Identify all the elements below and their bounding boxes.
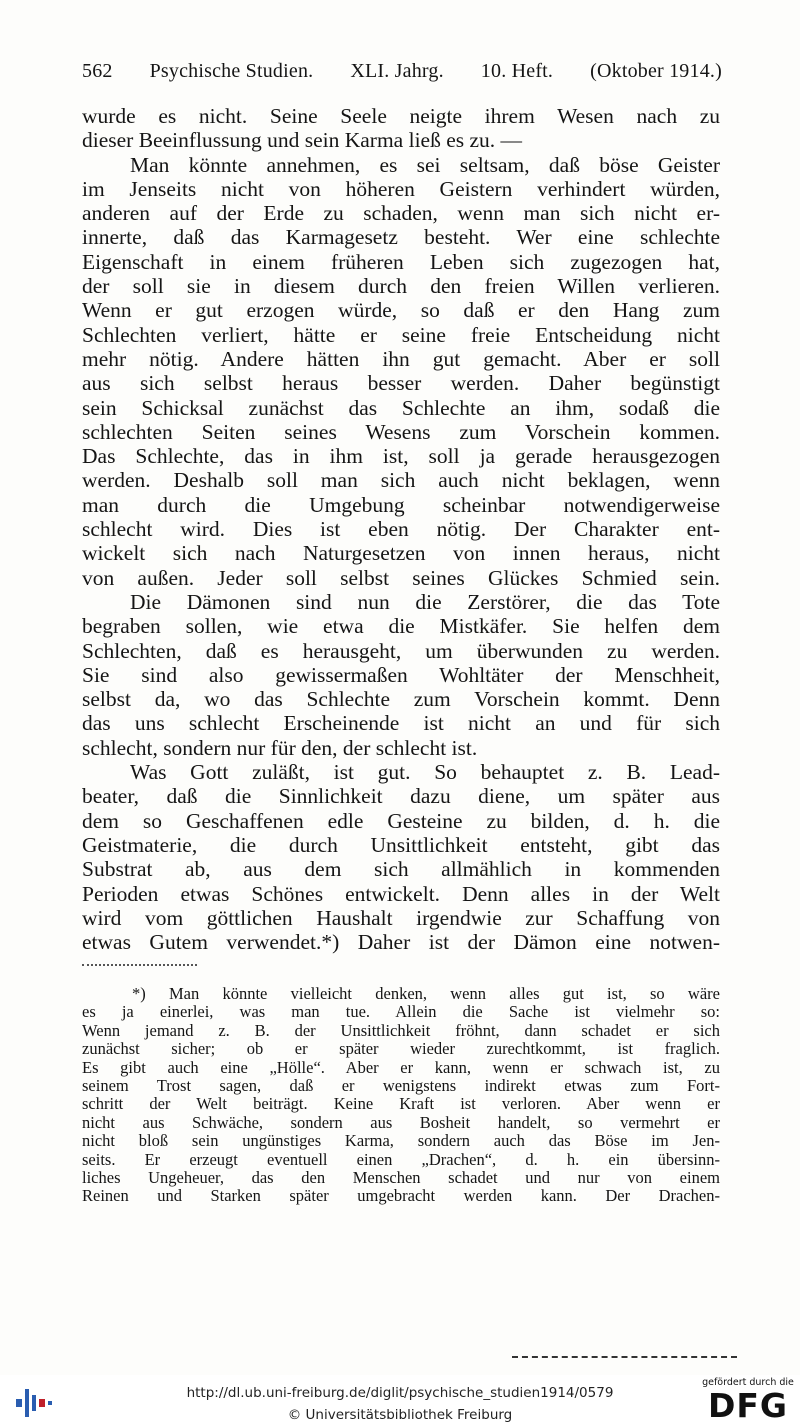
text-line: Man könnte annehmen, es sei seltsam, daß böse Geister [130, 152, 720, 177]
permalink-url[interactable]: http://dl.ub.uni-freiburg.de/diglit/psychische_studien1914/0579 [186, 1385, 614, 1401]
footnote-line: Wenn jemand z. B. der Unsittlichkeit fröhnt, dann schadet er sich [82, 1020, 720, 1040]
text-line: schlecht, sondern nur für den, der schlecht ist. [82, 735, 478, 760]
text-line: beater, daß die Sinnlichkeit dazu diene, um später aus [82, 784, 720, 809]
text-line: Wenn er gut erzogen würde, so daß er den Hang zum [82, 298, 720, 323]
text-line: Substrat ab, aus dem sich allmählich in kommenden [82, 857, 720, 882]
footnote-line: Reinen und Starken später umgebracht werden kann. Der Drachen- [82, 1186, 720, 1206]
text-line: wickelt sich nach Naturgesetzen von innen heraus, nicht [82, 541, 720, 566]
footnote-line: *) Man könnte vielleicht denken, wenn alles gut ist, so wäre [132, 984, 720, 1003]
dfg-logo: DFG [707, 1386, 789, 1425]
viewer-footer [0, 1375, 800, 1428]
text-line: das uns schlecht Erscheinende ist nicht an und für sich [82, 711, 720, 736]
footnote-line: liches Ungeheuer, das den Menschen schadet und nur von einem [82, 1168, 720, 1188]
volume: XLI. Jahrg. [350, 60, 444, 82]
text-line: Sie sind also gewissermaßen Wohltäter der Menschheit, [82, 662, 720, 687]
text-line: wurde es nicht. Seine Seele neigte ihrem Wesen nach zu [82, 104, 720, 128]
text-line: Perioden etwas Schönes entwickelt. Denn alles in der Welt [82, 881, 720, 906]
text-line: schlecht wird. Dies ist eben nötig. Der Charakter ent- [82, 517, 720, 542]
journal-title: Psychische Studien. [149, 60, 314, 82]
text-line: von außen. Jeder soll selbst seines Glückes Schmied sein. [82, 565, 720, 590]
text-line: innerte, daß das Karmagesetz besteht. Wer eine schlechte [82, 225, 720, 250]
footnote-line: zunächst sicher; ob er später wieder zurechtkommt, ist fraglich. [82, 1039, 720, 1059]
text-line: man durch die Umgebung scheinbar notwendigerweise [82, 492, 720, 517]
footnote-divider [82, 964, 197, 966]
text-line: wird vom göttlichen Haushalt irgendwie zur Schaffung von [82, 905, 720, 930]
body-text [82, 104, 720, 954]
issue-date: (Oktober 1914.) [590, 60, 722, 82]
text-line: aus sich selbst heraus besser werden. Daher begünstigt [82, 371, 720, 396]
text-line: Schlechten verliert, hätte er seine freie Entscheidung nicht [82, 322, 720, 347]
text-line: der soll sie in diesem durch den freien Willen verlieren. [82, 274, 720, 299]
footnote-line: seinem Trost sagen, daß er wenigstens indirekt etwas zum Fort- [82, 1076, 720, 1096]
copyright-notice: © Universitätsbibliothek Freiburg [287, 1407, 513, 1423]
footnote [82, 985, 720, 1206]
text-line: Die Dämonen sind nun die Zerstörer, die das Tote [130, 589, 720, 614]
text-line: Was Gott zuläßt, ist gut. So behauptet z. B. Lead- [130, 760, 720, 785]
footnote-line: es ja einerlei, was man tue. Allein die Sache ist vielmehr so: [82, 1002, 720, 1022]
footnote-line: nicht aus Schwäche, sondern aus Bosheit handelt, so vermehrt er [82, 1112, 720, 1132]
text-line: im Jenseits nicht von höheren Geistern verhindert würden, [82, 176, 720, 201]
text-line: dieser Beeinflussung und sein Karma ließ es zu. — [82, 128, 523, 153]
ub-freiburg-logo-icon [14, 1383, 54, 1423]
text-line: Eigenschaft in einem früheren Leben sich zugezogen hat, [82, 249, 720, 274]
text-line: Schlechten, daß es herausgeht, um überwunden zu werden. [82, 638, 720, 663]
footnote-line: Es gibt auch eine „Hölle“. Aber er kann, wenn er schwach ist, zu [82, 1057, 720, 1077]
text-line: sein Schicksal zunächst das Schlechte an ihm, sodaß die [82, 395, 720, 420]
scan-artifact-dashes [512, 1356, 737, 1358]
text-line: anderen auf der Erde zu schaden, wenn man sich nicht er- [82, 201, 720, 226]
text-line: begraben sollen, wie etwa die Mistkäfer. Sie helfen dem [82, 614, 720, 639]
text-line: Das Schlechte, das in ihm ist, soll ja gerade herausgezogen [82, 444, 720, 469]
text-line: schlechten Seiten seines Wesens zum Vorschein kommen. [82, 419, 720, 444]
issue: 10. Heft. [480, 60, 554, 82]
footnote-line: nicht bloß sein ungünstiges Karma, sondern auch das Böse im Jen- [82, 1131, 720, 1151]
page-number: 562 [82, 60, 113, 82]
text-line: Geistmaterie, die durch Unsittlichkeit entsteht, gibt das [82, 832, 720, 857]
footnote-line: seits. Er erzeugt eventuell einen „Drachen“, d. h. ein übersinn- [82, 1149, 720, 1169]
dfg-sponsor-block [702, 1377, 794, 1427]
sponsor-note: gefördert durch die [702, 1377, 794, 1388]
text-line: selbst da, wo das Schlechte zum Vorschein kommt. Denn [82, 687, 720, 712]
running-head [82, 60, 722, 83]
footnote-line: schritt der Welt beiträgt. Keine Kraft ist verloren. Aber wenn er [82, 1094, 720, 1114]
text-line: dem so Geschaffenen edle Gesteine zu bilden, d. h. die [82, 808, 720, 833]
text-line: werden. Deshalb soll man sich auch nicht beklagen, wenn [82, 468, 720, 493]
text-line: mehr nötig. Andere hätten ihn gut gemacht. Aber er soll [82, 346, 720, 371]
text-line: etwas Gutem verwendet.*) Daher ist der Dämon eine notwen- [82, 930, 720, 955]
